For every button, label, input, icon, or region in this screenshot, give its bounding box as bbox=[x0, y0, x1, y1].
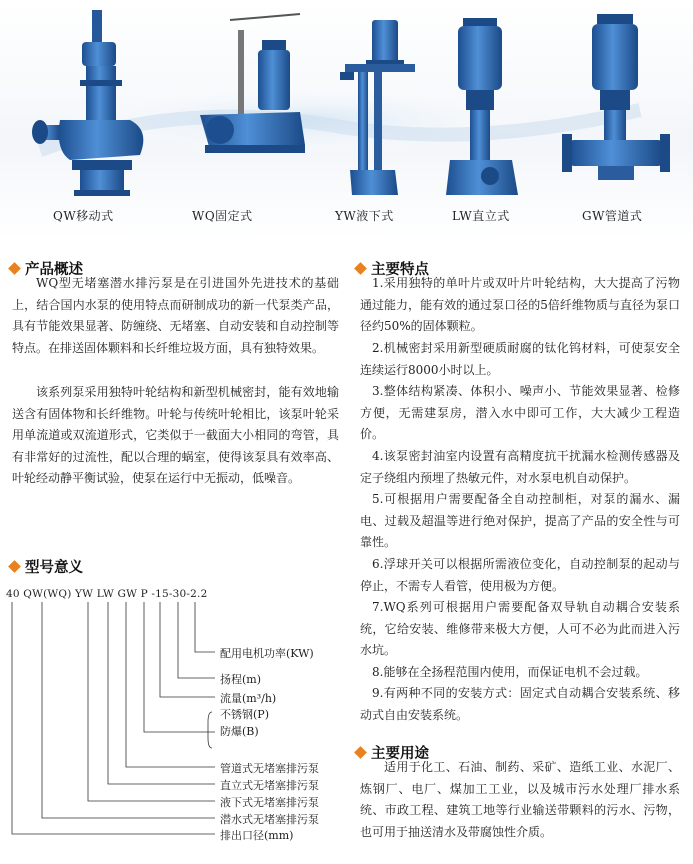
caption-qw: QW移动式 bbox=[53, 209, 114, 223]
feature-item-1: 1.采用独特的单叶片或双叶片叶轮结构，大大提高了污物通过能力，能有效的通过泵口径的5倍纤维物质与直径为泵口径约50%的固体颗粒。 bbox=[360, 276, 680, 333]
model-code: 40 QW(WQ) YW LW GW P -15-30-2.2 bbox=[6, 588, 208, 600]
uses-title: 主要用途 bbox=[354, 742, 429, 763]
model-label-flow: 流量(m³/h) bbox=[220, 692, 277, 705]
model-title: 型号意义 bbox=[8, 556, 83, 577]
feature-item-8: 8.能够在全扬程范围内使用，而保证电机不会过载。 bbox=[372, 665, 648, 679]
feature-item-9: 9.有两种不同的安装方式：固定式自动耦合安装系统、移动式自由安装系统。 bbox=[360, 686, 680, 722]
model-label-explosion-proof: 防爆(B) bbox=[220, 725, 259, 738]
overview-paragraph-1: WQ型无堵塞潜水排污泵是在引进国外先进技术的基础上，结合国内水泵的使用特点而研制成功的新一代泵类产品，具有节能效果显著、防缠绕、无堵塞、自动安装和自动控制等特点。在排送固体颗料和长纤维垃圾方面，具有独特效果。 bbox=[12, 276, 339, 355]
model-label-head: 扬程(m) bbox=[220, 673, 262, 686]
model-label-stainless: 不锈钢(P) bbox=[220, 708, 269, 721]
caption-wq: WQ固定式 bbox=[192, 209, 253, 223]
model-label-power: 配用电机功率(KW) bbox=[220, 647, 314, 660]
model-label-vertical: 直立式无堵塞排污泵 bbox=[220, 779, 319, 792]
caption-yw: YW液下式 bbox=[335, 209, 394, 223]
caption-lw: LW直立式 bbox=[452, 209, 510, 223]
model-label-pipeline: 管道式无堵塞排污泵 bbox=[220, 762, 319, 775]
diamond-bullet-icon bbox=[8, 560, 21, 573]
feature-item-5: 5.可根据用户需要配备全自动控制柜，对泵的漏水、漏电、过载及超温等进行绝对保护，提高了产品的安全性与可靠性。 bbox=[360, 492, 680, 549]
product-banner bbox=[0, 0, 693, 240]
uses-paragraph: 适用于化工、石油、制药、采矿、造纸工业、水泥厂、炼钢厂、电厂、煤加工工业，以及城市污水处理厂排水系统、市政工程、建筑工地等行业输送带颗料的污水、污物，也可用于抽送清水及带腐蚀性介质。 bbox=[360, 760, 680, 839]
caption-gw: GW管道式 bbox=[582, 209, 643, 223]
feature-item-6: 6.浮球开关可以根据所需液位变化，自动控制泵的起动与停止，不需专人看管，使用极为方便。 bbox=[360, 557, 680, 593]
feature-item-2: 2.机械密封采用新型硬质耐腐的钛化钨材料，可使泵安全连续运行8000小时以上。 bbox=[360, 341, 680, 377]
features-title: 主要特点 bbox=[354, 258, 429, 279]
overview-title: 产品概述 bbox=[8, 258, 83, 279]
feature-item-4: 4.该泵密封油室内设置有高精度抗干扰漏水检测传感器及定子绕组内预埋了热敏元件，对水泵电机自动保护。 bbox=[360, 449, 680, 485]
feature-item-3: 3.整体结构紧凑、体积小、噪声小、节能效果显著、检修方便，无需建泵房，潜入水中即可工作，大大减少工程造价。 bbox=[360, 384, 680, 441]
overview-paragraph-2: 该系列泵采用独特叶轮结构和新型机械密封，能有效地输送含有固体物和长纤维物。叶轮与传统叶轮相比，该泵叶轮采用单流道或双流道形式，它类似于一截面大小相同的弯管，具有非常好的过流性，配以合理的蜗室，使得该泵具有效率高、叶轮经动静平衡试验，使泵在运行中无振动，低噪音。 bbox=[12, 385, 339, 485]
feature-item-7: 7.WQ系列可根据用户需要配备双导轨自动耦合安装系统，它给安装、维修带来极大方便，人可不必为此而进入污水坑。 bbox=[360, 600, 680, 657]
model-label-outlet-diameter: 排出口径(mm) bbox=[220, 829, 294, 842]
model-label-submersible: 潜水式无堵塞排污泵 bbox=[220, 813, 319, 826]
model-label-liquid-submerged: 液下式无堵塞排污泵 bbox=[220, 796, 319, 809]
